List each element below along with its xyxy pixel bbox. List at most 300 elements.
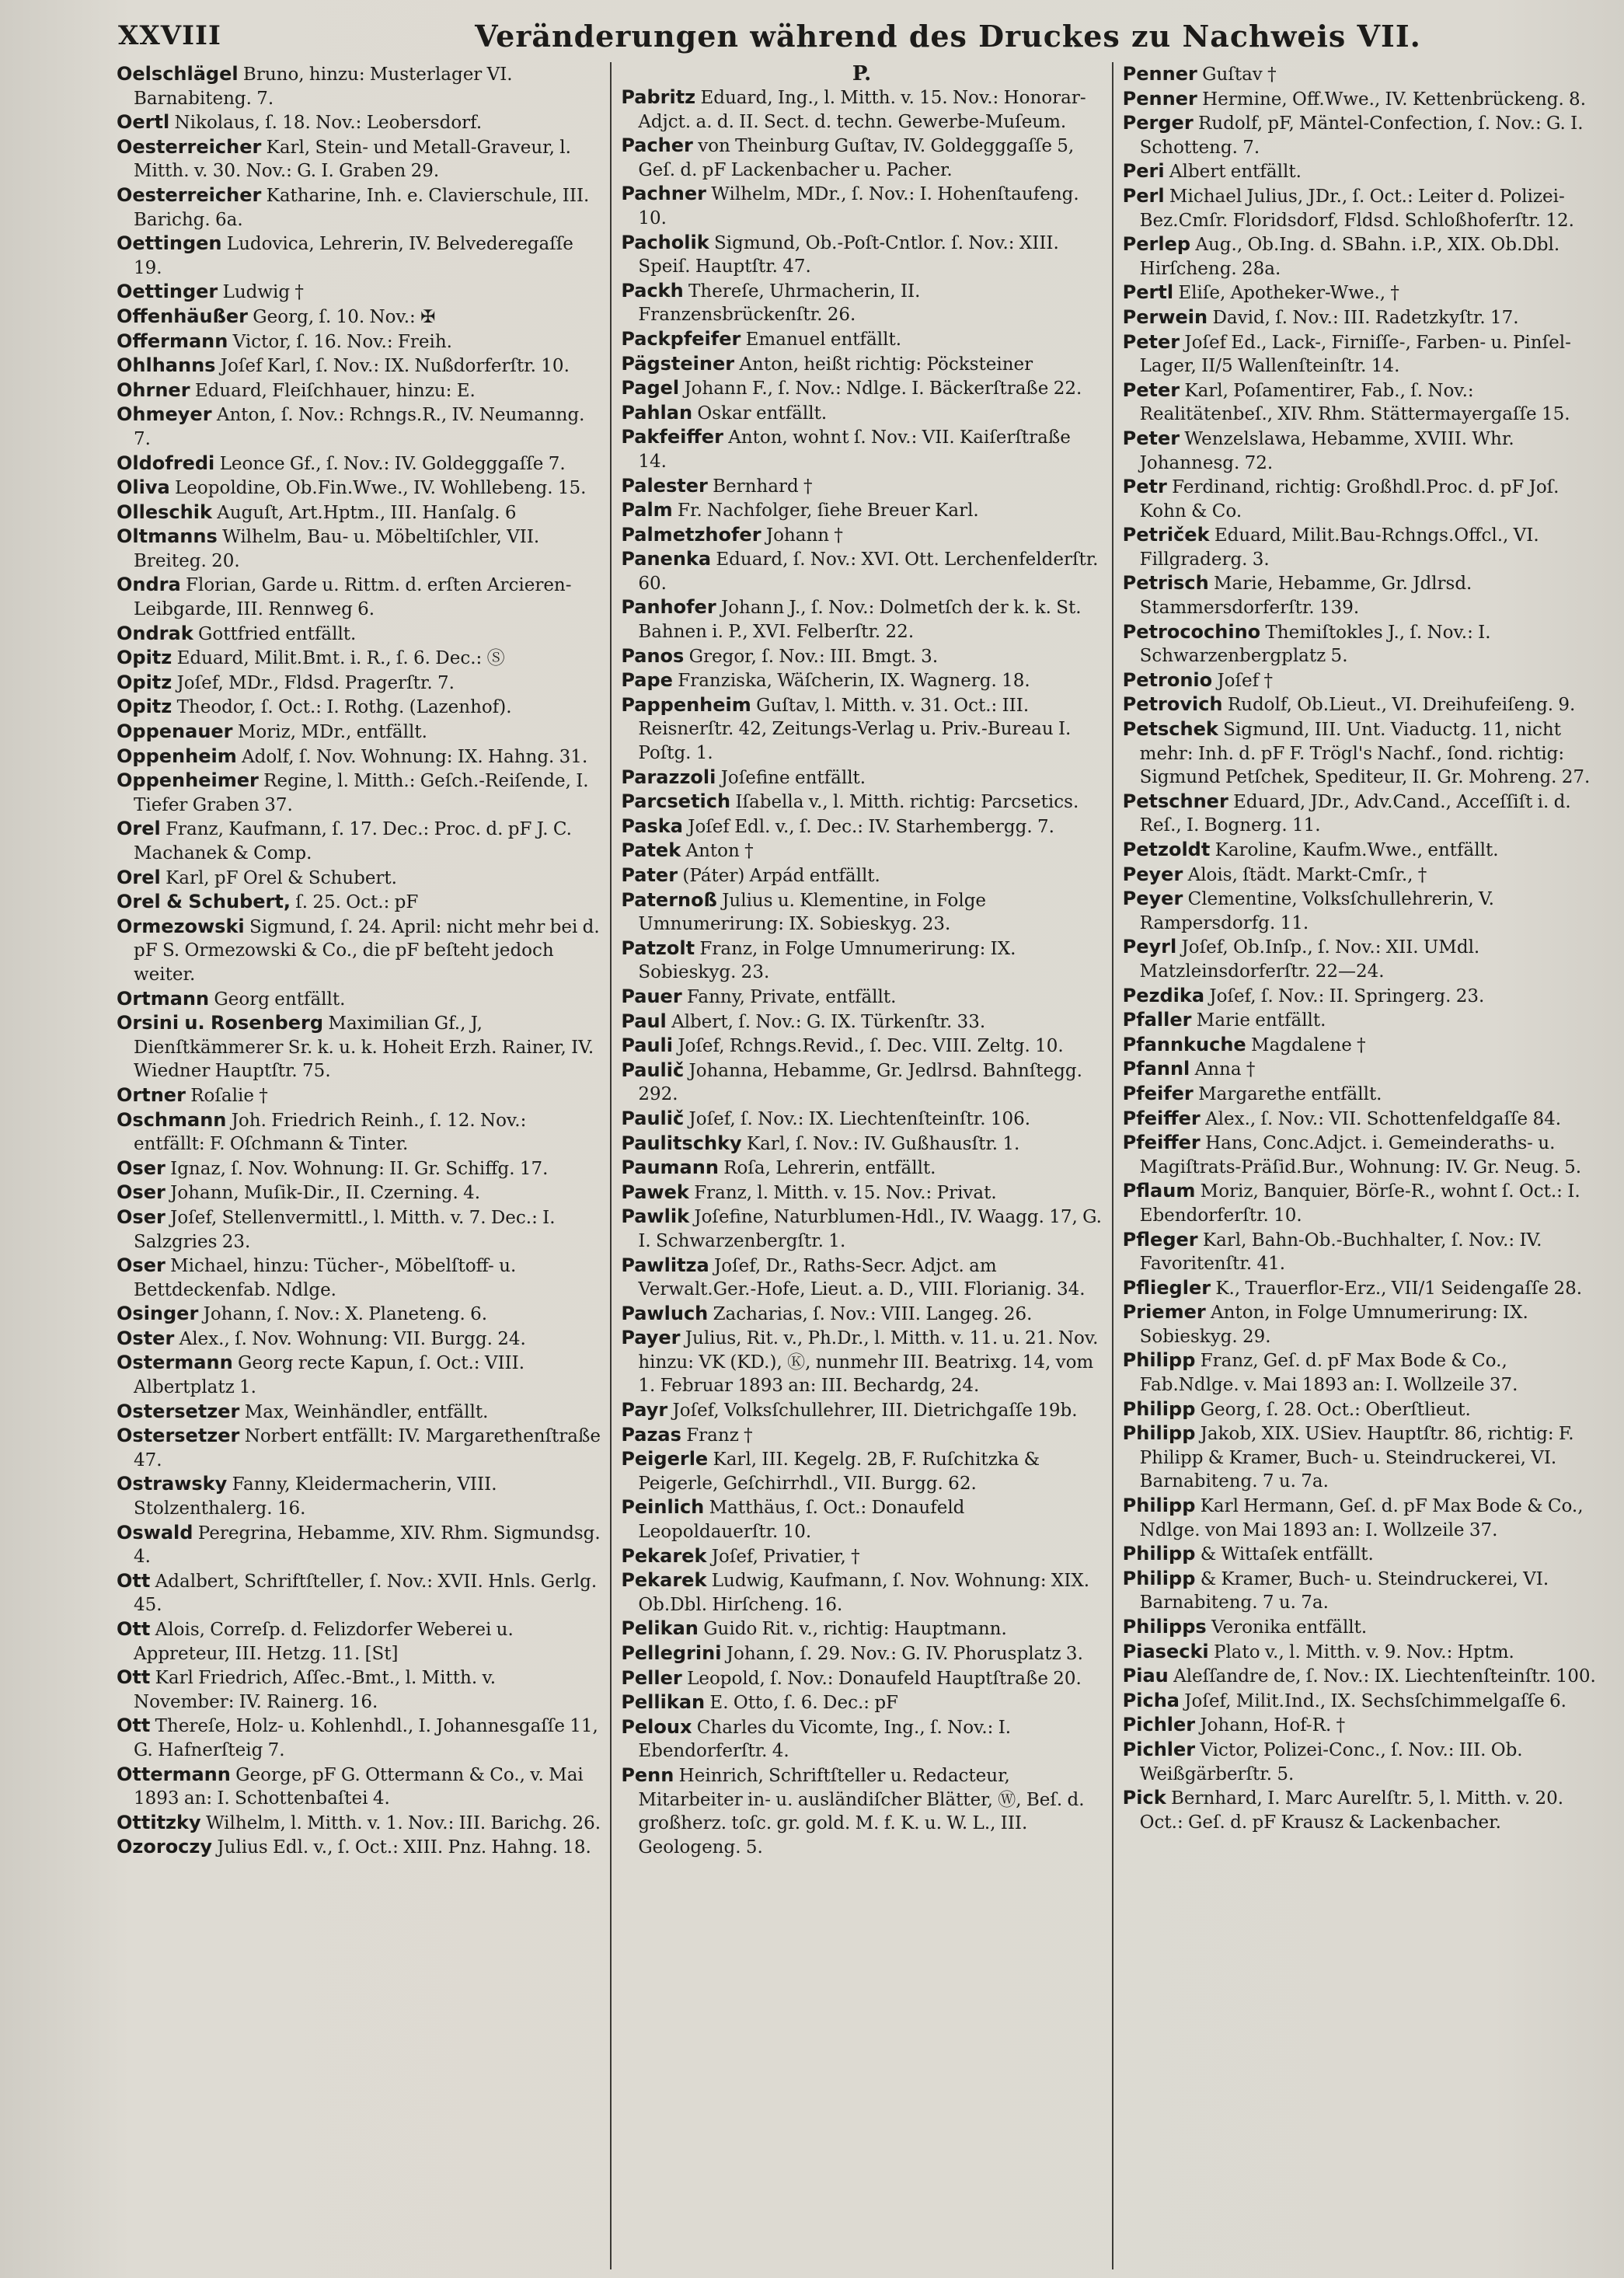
entry-name: Pfliegler [1122, 1276, 1211, 1299]
directory-entry [621, 1763, 1102, 1859]
entry-text: Albert entfällt. [1169, 162, 1302, 183]
directory-entry [621, 474, 1102, 499]
entry-text: Johann † [765, 525, 843, 546]
directory-entry [117, 866, 601, 891]
entry-text: Heinrich, Schriftſteller u. Redacteur, Mitarbeiter in- u. ausländiſcher Blätter, Ⓦ, Beſ. d. großherz. toſc. gr. gold. M. f. K. u. W. L., III. Geologeng. 5. [638, 1765, 1085, 1858]
directory-entry [117, 62, 601, 110]
entry-name: Pazas [621, 1423, 681, 1446]
entry-name: Pfeiffer [1122, 1132, 1201, 1154]
entry-name: Oldofredi [117, 452, 215, 474]
entry-text: Johann F., ſ. Nov.: Ndlge. I. Bäckerſtraße 22. [684, 379, 1082, 399]
entry-name: Palmetzhofer [621, 523, 761, 546]
entry-name: Peinlich [621, 1496, 705, 1519]
entry-name: Orel & Schubert, [117, 891, 291, 913]
entry-name: Parazzoli [621, 766, 716, 788]
entry-name: Peyrl [1122, 936, 1177, 958]
entry-text: Karl, pF Orel & Schubert. [166, 867, 397, 888]
entry-name: Payr [621, 1399, 668, 1422]
directory-entry [621, 1326, 1102, 1398]
directory-entry [1123, 717, 1604, 790]
entry-name: Penn [621, 1763, 674, 1786]
entry-name: Philipp [1122, 1567, 1196, 1589]
directory-entry [117, 1254, 601, 1302]
page-title: Veränderungen während des Druckes zu Nachweis VII. [475, 19, 1421, 54]
entry-text: Emanuel entfällt. [745, 329, 902, 350]
entry-name: Ostersetzer [117, 1425, 240, 1447]
entry-name: Peter [1122, 427, 1180, 449]
entry-name: Osinger [117, 1303, 199, 1325]
entry-text: Auguſt, Art.Hptm., III. Hanſalg. 6 [217, 502, 517, 523]
entry-name: Oppenauer [117, 720, 233, 743]
entry-name: Peter [1122, 379, 1180, 401]
entry-text: Adolf, ſ. Nov. Wohnung: IX. Hahng. 31. [242, 746, 588, 767]
entry-text: Eduard, Fleiſchhauer, hinzu: E. [194, 380, 476, 401]
directory-entry [621, 1568, 1102, 1617]
directory-entry [117, 1472, 601, 1520]
entry-text: Margarethe entfällt. [1198, 1083, 1382, 1104]
entry-name: Pawlik [621, 1205, 690, 1228]
entry-name: Pfannkuche [1122, 1033, 1246, 1055]
entry-name: Pater [621, 864, 678, 886]
entry-text: Ludwig † [222, 282, 304, 303]
entry-text: Roſalie † [190, 1085, 268, 1106]
directory-entry [621, 790, 1102, 815]
directory-entry [1123, 1664, 1604, 1689]
entry-name: Oertl [117, 111, 170, 134]
directory-entry [1123, 281, 1604, 305]
directory-entry [621, 644, 1102, 669]
directory-entry [1123, 232, 1604, 281]
entry-name: Pawek [621, 1181, 689, 1203]
entry-text: Wilhelm, l. Mitth. v. 1. Nov.: III. Barichg. 26. [205, 1812, 601, 1833]
directory-entry [117, 573, 601, 621]
directory-entry [621, 1641, 1102, 1666]
entry-name: Pauli [621, 1034, 673, 1057]
entry-name: Pellikan [621, 1691, 706, 1714]
entry-text: Victor, Polizei-Conc., ſ. Nov.: III. Ob. Weißgärberſtr. 5. [1139, 1739, 1523, 1784]
entry-name: Pägsteiner [621, 352, 735, 375]
entry-text: ſ. 25. Oct.: pF [295, 892, 419, 913]
directory-entry [117, 525, 601, 573]
entry-text: Joſefine entfällt. [720, 767, 866, 788]
entry-text: von Theinburg Guſtav, IV. Goldegggaſſe 5, Geſ. d. pF Lackenbacher u. Pacher. [638, 136, 1075, 180]
entry-name: Packpfeifer [621, 327, 741, 350]
directory-entry [1123, 1786, 1604, 1834]
entry-text: Joſef, Volksſchullehrer, III. Dietrichgaſſe 19b. [672, 1401, 1078, 1422]
directory-entry [1123, 379, 1604, 427]
entry-text: Georg recte Kapun, ſ. Oct.: VIII. Albertplatz 1. [134, 1353, 525, 1398]
entry-name: Pfannl [1122, 1058, 1190, 1080]
entry-name: Opitz [117, 647, 173, 669]
entry-text: Leopoldine, Ob.Fin.Wwe., IV. Wohllebeng. 15. [175, 478, 587, 499]
directory-entry [621, 498, 1102, 523]
entry-text: & Wittaſek entfällt. [1200, 1544, 1374, 1565]
entry-text: Magdalene † [1251, 1034, 1366, 1055]
entry-name: Pahlan [621, 401, 693, 424]
page-number: XXVIII [118, 20, 221, 51]
entry-name: Perl [1122, 184, 1165, 207]
directory-entry [621, 766, 1102, 790]
directory-entry [621, 839, 1102, 863]
entry-name: Parcsetich [621, 790, 731, 813]
directory-entry [117, 379, 601, 403]
directory-entry [117, 1763, 601, 1811]
entry-name: Oppenheim [117, 745, 237, 767]
directory-entry [117, 1714, 601, 1762]
entry-text: (Páter) Arpád entfällt. [682, 866, 880, 886]
entry-name: Petschek [1122, 718, 1218, 741]
entry-text: Marie entfällt. [1196, 1010, 1326, 1031]
entry-name: Pawluch [621, 1302, 709, 1324]
directory-entry [621, 352, 1102, 377]
directory-entry [621, 1034, 1102, 1059]
entry-name: Palm [621, 499, 673, 522]
entry-name: Pacher [621, 134, 693, 157]
entry-text: Regine, l. Mitth.: Geſch.-Reiſende, I. Tiefer Graben 37. [134, 771, 589, 815]
entry-name: Piasecki [1122, 1640, 1209, 1662]
entry-name: Pekarek [621, 1544, 707, 1567]
directory-entry [117, 817, 601, 865]
entry-text: Ludovica, Lehrerin, IV. Belvederegaſſe 19. [134, 234, 573, 278]
entry-text: Anton, wohnt ſ. Nov.: VII. Kaiſerſtraße 14. [638, 427, 1071, 472]
directory-entry [117, 1835, 601, 1860]
entry-name: Orsini u. Rosenberg [117, 1012, 324, 1034]
entry-text: Zacharias, ſ. Nov.: VIII. Langeg. 26. [713, 1303, 1033, 1324]
entry-name: Orel [117, 818, 161, 840]
entry-text: Eduard, Milit.Bau-Rchngs.Offcl., VI. Fillgraderg. 3. [1139, 525, 1539, 570]
directory-entry [117, 1181, 601, 1205]
entry-name: Peri [1122, 160, 1165, 183]
directory-entry [117, 1011, 601, 1083]
entry-text: Leonce Gf., ſ. Nov.: IV. Goldegggaſſe 7. [219, 453, 566, 474]
entry-name: Orel [117, 866, 161, 888]
entry-text: Franz, l. Mitth. v. 15. Nov.: Privat. [694, 1182, 997, 1203]
entry-text: Charles du Vicomte, Ing., ſ. Nov.: I. Ebendorferſtr. 4. [638, 1717, 1012, 1762]
entry-text: Wilhelm, MDr., ſ. Nov.: I. Hohenſtaufeng. 10. [638, 184, 1079, 228]
entry-text: Bernhard, I. Marc Aurelſtr. 5, l. Mitth. v. 20. Oct.: Geſ. d. pF Krausz & Lackenbacher. [1139, 1788, 1564, 1833]
entry-text: Leopold, ſ. Nov.: Donaufeld Hauptſtraße 20. [687, 1668, 1082, 1689]
directory-entry [117, 1205, 601, 1254]
entry-text: Alois, Correſp. d. Felizdorfer Weberei u. Appreteur, III. Hetzg. 11. [St] [134, 1620, 514, 1664]
columns [117, 62, 1604, 2269]
directory-entry [621, 547, 1102, 595]
directory-entry [117, 1156, 601, 1181]
directory-entry [117, 1666, 601, 1714]
directory-entry [621, 376, 1102, 401]
entry-name: Oser [117, 1181, 166, 1204]
entry-name: Petr [1122, 476, 1167, 498]
directory-entry [621, 1205, 1102, 1253]
entry-name: Ottermann [117, 1763, 231, 1785]
directory-entry [117, 1108, 601, 1156]
entry-name: Oser [117, 1205, 166, 1228]
entry-name: Pakfeiffer [621, 426, 723, 448]
directory-entry [621, 85, 1102, 134]
directory-entry [1123, 1640, 1604, 1665]
directory-entry [1123, 1276, 1604, 1301]
entry-text: Franz, Geſ. d. pF Max Bode & Co., Fab.Ndlge. v. Mai 1893 an: I. Wollzeile 37. [1139, 1351, 1518, 1396]
entry-text: Marie, Hebamme, Gr. Jdlrsd. Stammersdorferſtr. 139. [1139, 574, 1472, 619]
entry-name: Philipps [1122, 1616, 1207, 1638]
entry-name: Ohrner [117, 379, 190, 401]
entry-text: Johann, ſ. Nov.: X. Planeteng. 6. [203, 1304, 488, 1325]
entry-name: Pelikan [621, 1617, 699, 1640]
directory-entry [1123, 1228, 1604, 1276]
directory-entry [1123, 790, 1604, 838]
entry-text: Anton † [685, 841, 754, 862]
entry-text: Moriz, MDr., entfällt. [237, 722, 427, 743]
section-heading: P. [852, 62, 872, 85]
directory-entry [117, 745, 601, 769]
entry-text: Michael Julius, JDr., ſ. Oct.: Leiter d. Polizei-Bez.Cmſr. Floridsdorf, Fldsd. Schloßhoferſtr. 12. [1139, 186, 1574, 231]
entry-text: Joſef, MDr., Fldsd. Pragerſtr. 7. [176, 672, 455, 693]
directory-entry [117, 1327, 601, 1352]
column-1 [117, 62, 610, 2269]
directory-entry [621, 1690, 1102, 1715]
entry-text: Joſef Karl, ſ. Nov.: IX. Nußdorferſtr. 10. [220, 356, 570, 377]
entry-text: Joh. Friedrich Reinh., ſ. 12. Nov.: entfällt: F. Oſchmann & Tinter. [134, 1110, 527, 1155]
entry-text: Theodor, ſ. Oct.: I. Rothg. (Lazenhof). [176, 697, 512, 718]
entry-text: Victor, ſ. 16. Nov.: Freih. [232, 331, 452, 352]
entry-name: Paulič [621, 1107, 685, 1129]
entry-text: Anna † [1194, 1059, 1256, 1080]
directory-entry [117, 695, 601, 720]
directory-entry [621, 1181, 1102, 1205]
entry-text: Albert, ſ. Nov.: G. IX. Türkenſtr. 33. [671, 1011, 986, 1032]
entry-text: Joſef Edl. v., ſ. Dec.: IV. Starhembergg. 7. [688, 816, 1054, 837]
directory-entry [621, 1059, 1102, 1107]
entry-name: Pachner [621, 183, 706, 205]
entry-text: K., Trauerflor-Erz., VII/1 Seidengaſſe 28. [1215, 1278, 1583, 1299]
directory-entry [117, 305, 601, 330]
entry-name: Ott [117, 1715, 151, 1737]
entry-name: Palester [621, 474, 708, 497]
entry-name: Ondra [117, 574, 181, 596]
entry-name: Ott [117, 1666, 151, 1689]
directory-entry [1123, 620, 1604, 668]
entry-name: Pichler [1122, 1714, 1196, 1736]
entry-name: Perlep [1122, 233, 1191, 256]
directory-entry [1123, 692, 1604, 717]
entry-text: Ferdinand, richtig: Großhdl.Proc. d. pF Joſ. Kohn & Co. [1139, 477, 1560, 522]
directory-entry [1123, 1300, 1604, 1348]
entry-name: Pick [1122, 1787, 1166, 1809]
directory-entry [621, 985, 1102, 1010]
directory-entry [117, 476, 601, 501]
entry-name: Pfaller [1122, 1009, 1192, 1031]
entry-name: Patzolt [621, 937, 695, 959]
entry-text: Gottfried entfällt. [197, 623, 357, 644]
column-2 [610, 62, 1111, 2269]
directory-entry [621, 937, 1102, 985]
entry-name: Petriček [1122, 524, 1210, 546]
entry-text: Jakob, XIX. USiev. Hauptſtr. 86, richtig: F. Philipp & Kramer, Buch- u. Steindruckerei, VI. Barnabiteng. 7 u. 7a. [1139, 1424, 1574, 1492]
entry-name: Pawlitza [621, 1254, 709, 1276]
entry-text: Joſef, Milit.Ind., IX. Sechsſchimmelgaſſe 6. [1184, 1690, 1566, 1711]
entry-text: & Kramer, Buch- u. Steindruckerei, VI. Barnabiteng. 7 u. 7a. [1139, 1568, 1549, 1613]
entry-text: Karl, Stein- und Metall-Graveur, l. Mitth. v. 30. Nov.: G. I. Graben 29. [134, 137, 571, 182]
entry-text: George, pF G. Ottermann & Co., v. Mai 1893 an: I. Schottenbaſtei 4. [134, 1764, 584, 1809]
entry-text: Wilhelm, Bau- u. Möbeltiſchler, VII. Breiteg. 20. [134, 527, 540, 571]
entry-text: Franz † [686, 1425, 753, 1446]
entry-name: Oser [117, 1156, 166, 1179]
entry-text: Julius Edl. v., ſ. Oct.: XIII. Pnz. Hahng. 18. [217, 1837, 591, 1858]
entry-text: Nikolaus, ſ. 18. Nov.: Leobersdorf. [174, 113, 483, 134]
entry-name: Philipp [1122, 1543, 1196, 1565]
entry-name: Pichler [1122, 1738, 1196, 1760]
directory-entry [1123, 159, 1604, 184]
entry-name: Peloux [621, 1715, 692, 1738]
entry-name: Ozoroczy [117, 1836, 213, 1858]
directory-entry [117, 501, 601, 525]
directory-entry [1123, 1348, 1604, 1397]
entry-text: Roſa, Lehrerin, entfällt. [723, 1158, 936, 1179]
entry-name: Pacholik [621, 231, 709, 253]
entry-text: Katharine, Inh. e. Clavierschule, III. Barichg. 6a. [134, 185, 590, 230]
entry-name: Oesterreicher [117, 135, 262, 158]
entry-name: Pfeifer [1122, 1082, 1194, 1104]
entry-text: Clementine, Volksſchullehrerin, V. Rampersdorfg. 11. [1139, 889, 1494, 933]
directory-entry [621, 693, 1102, 766]
entry-name: Pabritz [621, 86, 696, 108]
entry-text: Thereſe, Holz- u. Kohlenhdl., I. Johannesgaſſe 11, G. Hafnerſteig 7. [134, 1716, 598, 1760]
directory-entry [621, 425, 1102, 473]
entry-text: Iſabella v., l. Mitth. richtig: Parcsetics. [735, 792, 1079, 813]
directory-entry [621, 1495, 1102, 1544]
entry-name: Perger [1122, 112, 1194, 134]
entry-name: Philipp [1122, 1397, 1196, 1420]
directory-entry [1123, 1179, 1604, 1227]
entry-text: Georg, ſ. 28. Oct.: Oberſtlieut. [1200, 1399, 1471, 1420]
entry-name: Pauer [621, 985, 682, 1007]
entry-text: Johann, Muſik-Dir., II. Czerning. 4. [170, 1183, 481, 1204]
entry-text: Themiſtokles J., ſ. Nov.: I. Schwarzenbergplatz 5. [1139, 622, 1491, 667]
directory-entry [117, 232, 601, 280]
entry-text: Julius u. Klementine, in Folge Umnumerirung: IX. Sobieskyg. 23. [638, 890, 987, 935]
directory-entry [1123, 1713, 1604, 1738]
directory-entry [117, 403, 601, 451]
directory-entry [621, 863, 1102, 888]
directory-entry [1123, 523, 1604, 571]
entry-text: Karl Hermann, Geſ. d. pF Max Bode & Co., Ndlge. von Mai 1893 an: I. Wollzeile 37. [1139, 1496, 1584, 1540]
entry-name: Petzoldt [1122, 839, 1211, 860]
directory-entry [621, 1302, 1102, 1327]
entry-text: Hans, Conc.Adjct. i. Gemeinderaths- u. Magiſtrats-Präſid.Bur., Wohnung: IV. Gr. Neug. 5. [1139, 1133, 1582, 1177]
entry-name: Payer [621, 1327, 681, 1349]
entry-text: Bruno, hinzu: Musterlager VI. Barnabiteng. 7. [134, 65, 513, 109]
entry-name: Paternoß [621, 888, 717, 911]
entry-name: Paska [621, 815, 683, 837]
directory-entry [1123, 1422, 1604, 1494]
entry-name: Ortmann [117, 987, 210, 1010]
entry-name: Pekarek [621, 1569, 707, 1592]
directory-entry [621, 1617, 1102, 1641]
entry-name: Peller [621, 1666, 682, 1689]
entry-text: Karoline, Kaufm.Wwe., entfällt. [1215, 840, 1499, 860]
entry-name: Oster [117, 1327, 175, 1349]
directory-entry [117, 1424, 601, 1472]
entry-name: Pertl [1122, 281, 1174, 304]
entry-text: Hermine, Off.Wwe., IV. Kettenbrückeng. 8. [1202, 89, 1587, 110]
entry-text: Georg entfällt. [214, 989, 346, 1010]
directory-entry [621, 1132, 1102, 1156]
directory-entry [621, 1107, 1102, 1132]
directory-entry [117, 720, 601, 745]
directory-entry [1123, 984, 1604, 1009]
directory-entry [621, 1156, 1102, 1181]
entry-name: Peter [1122, 330, 1180, 353]
entry-name: Ortner [117, 1083, 186, 1106]
entry-text: Johann J., ſ. Nov.: Dolmetſch der k. k. St. Bahnen i. P., XVI. Felberſtr. 22. [638, 598, 1082, 643]
entry-text: Oskar entfällt. [697, 403, 828, 424]
entry-name: Opitz [117, 696, 173, 718]
entry-name: Ohmeyer [117, 403, 212, 426]
directory-entry [1123, 427, 1604, 475]
directory-entry [621, 888, 1102, 937]
entry-text: Franz, Kaufmann, ſ. 17. Dec.: Proc. d. pF J. C. Machanek & Comp. [134, 819, 572, 863]
entry-name: Petrisch [1122, 572, 1209, 595]
entry-name: Oelschlägel [117, 63, 239, 85]
entry-text: Adalbert, Schriftſteller, ſ. Nov.: XVII. Hnls. Gerlg. 45. [134, 1571, 598, 1616]
entry-name: Penner [1122, 87, 1197, 110]
entry-name: Pfleger [1122, 1228, 1198, 1251]
entry-text: Gregor, ſ. Nov.: III. Bmgt. 3. [688, 646, 939, 667]
directory-entry [1123, 1494, 1604, 1542]
entry-text: Fr. Nachfolger, ſiehe Breuer Karl. [678, 501, 979, 522]
entry-name: Paul [621, 1010, 667, 1032]
entry-text: Ludwig, Kaufmann, ſ. Nov. Wohnung: XIX. Ob.Dbl. Hirſcheng. 16. [638, 1571, 1090, 1615]
directory-entry [621, 1398, 1102, 1423]
entry-name: Ondrak [117, 622, 193, 644]
column-3 [1112, 62, 1604, 2269]
entry-name: Oswald [117, 1521, 193, 1544]
directory-entry [1123, 887, 1604, 935]
directory-entry [1123, 1689, 1604, 1714]
directory-entry [117, 890, 601, 915]
entry-text: Karl, III. Kegelg. 2B, F. Ruſchitzka & Peigerle, Geſchirrhdl., VII. Burgg. 62. [638, 1449, 1040, 1494]
directory-entry [117, 1400, 601, 1425]
directory-entry [621, 327, 1102, 352]
directory-entry [1123, 1131, 1604, 1179]
entry-text: Aug., Ob.Ing. d. SBahn. i.P., XIX. Ob.Dbl. Hirſcheng. 28a. [1139, 235, 1560, 279]
directory-entry [621, 231, 1102, 279]
directory-entry [117, 1811, 601, 1836]
entry-text: Guſtav, l. Mitth. v. 31. Oct.: III. Reisnerſtr. 42, Zeitungs-Verlag u. Priv.-Bureau I. Poſtg. 1. [638, 695, 1072, 764]
directory-entry [621, 523, 1102, 548]
entry-name: Pellegrini [621, 1642, 722, 1664]
directory-entry [621, 1447, 1102, 1495]
entry-name: Offenhäußer [117, 305, 248, 327]
entry-text: Fanny, Private, entfällt. [686, 986, 897, 1007]
entry-name: Opitz [117, 671, 173, 693]
entry-text: Michael, hinzu: Tücher-, Möbelſtoff- u. Bettdeckenfab. Ndlge. [134, 1256, 517, 1300]
entry-name: Pape [621, 669, 673, 692]
entry-text: Joſef, Ob.Inſp., ſ. Nov.: XII. UMdl. Matzleinsdorferſtr. 22—24. [1139, 937, 1480, 982]
directory-entry [117, 330, 601, 354]
entry-text: Joſef, Privatier, † [711, 1546, 860, 1567]
entry-name: Perwein [1122, 305, 1208, 328]
directory-entry [1123, 1033, 1604, 1058]
entry-name: Oltmanns [117, 525, 218, 548]
entry-text: Eduard, JDr., Adv.Cand., Acceſſiſt i. d. Reſ., I. Bognerg. 11. [1139, 791, 1571, 836]
entry-text: Karl Friedrich, Aſſec.-Bmt., l. Mitth. v. November: IV. Rainerg. 16. [134, 1668, 497, 1712]
directory-entry [621, 1544, 1102, 1569]
directory-entry [117, 769, 601, 817]
entry-name: Ostrawsky [117, 1473, 228, 1495]
entry-name: Paumann [621, 1156, 719, 1179]
entry-text: Johanna, Hebamme, Gr. Jedlrsd. Bahnſtegg. 292. [638, 1060, 1082, 1105]
directory-entry [117, 110, 601, 135]
